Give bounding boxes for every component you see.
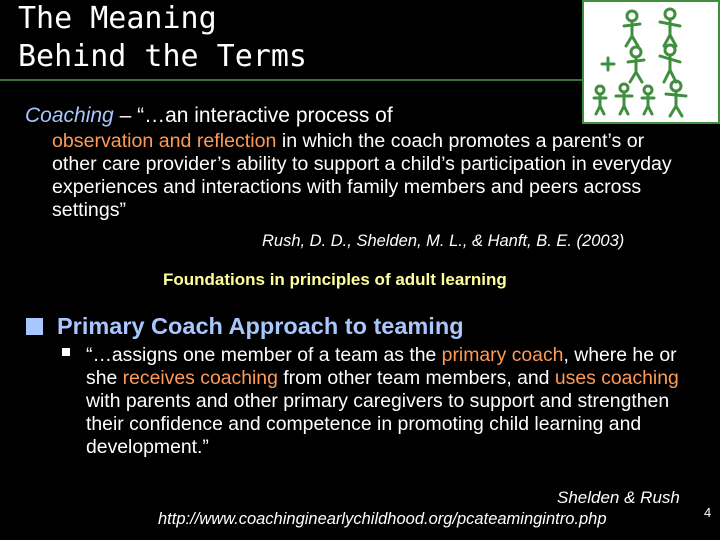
sub-accent-primary-coach: primary coach — [441, 344, 564, 366]
primary-coach-description — [86, 344, 696, 459]
coaching-definition-quote — [52, 130, 692, 222]
square-bullet-icon — [62, 348, 70, 356]
bullet-heading-text: Primary Coach Approach to teaming — [57, 313, 464, 339]
sub-text-4: with parents and other primary caregivers to support and strengthen their confidence and competence in promoting child learning and development.” — [86, 390, 670, 458]
quote-accent-text: observation and reflection — [52, 130, 277, 152]
citation-shelden-rush: Shelden & Rush — [557, 488, 680, 507]
citation-rush: Rush, D. D., Shelden, M. L., & Hanft, B. E. (2003) — [262, 232, 625, 250]
quote-rest-text: in which the coach promotes a parent’s or other care provider’s ability to support a child’s participation in everyday experiences and interactions with family members and peers across settings” — [52, 130, 672, 221]
family-figures-logo-icon — [582, 0, 720, 124]
sub-text-3: from other team members, and — [277, 367, 555, 389]
coaching-intro-text: – “…an interactive process of — [113, 104, 393, 127]
checkbox-bullet-icon — [26, 318, 43, 335]
foundations-note: Foundations in principles of adult learning — [163, 270, 507, 289]
slide-title-line-2: Behind the Terms — [18, 39, 307, 74]
sub-accent-receives-coaching: receives coaching — [122, 367, 278, 389]
coaching-term: Coaching — [25, 104, 114, 127]
bullet-primary-coach — [26, 313, 464, 340]
sub-text-2: , where he or she — [86, 344, 677, 389]
slide-title-line-1: The Meaning — [18, 1, 217, 36]
page-number: 4 — [704, 505, 712, 520]
sub-text-1: “…assigns one member of a team as the — [86, 344, 442, 366]
source-url[interactable]: http://www.coachinginearlychildhood.org/pcateamingintro.php — [158, 510, 607, 528]
slide-title — [18, 0, 348, 76]
sub-accent-uses-coaching: uses coaching — [554, 367, 679, 389]
coaching-definition-intro — [25, 104, 585, 128]
